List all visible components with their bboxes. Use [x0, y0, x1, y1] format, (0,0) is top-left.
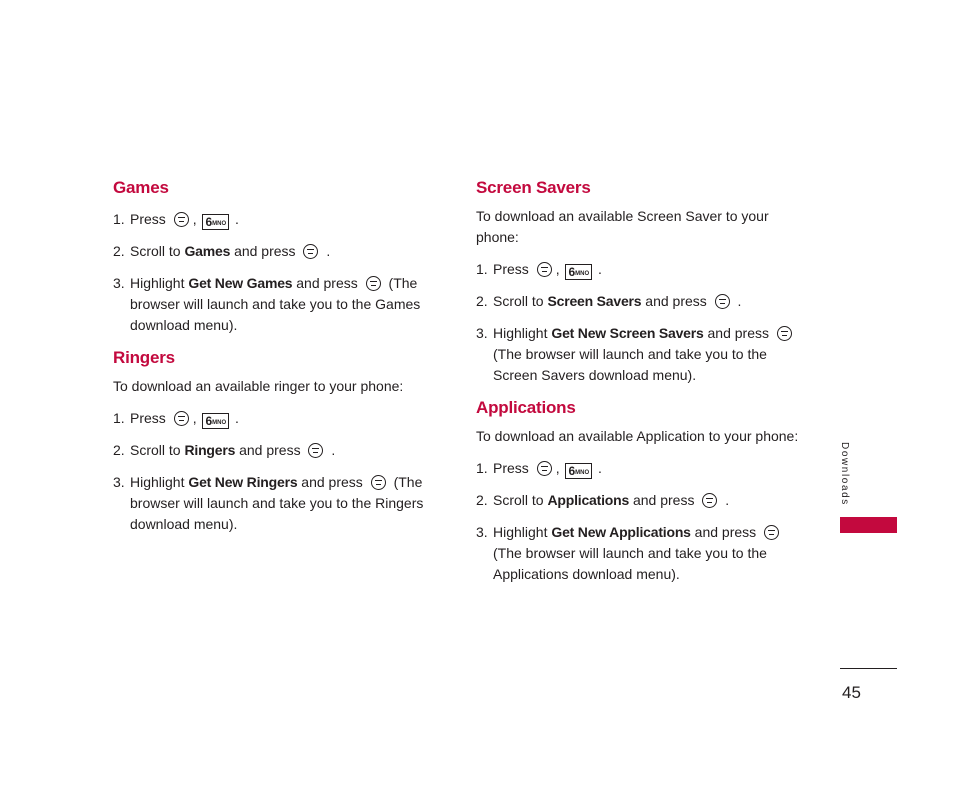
key-digit: 6: [568, 265, 576, 279]
key-digit: 6: [205, 215, 213, 229]
screen-savers-step-2: [476, 291, 806, 312]
step-separator: ,: [192, 410, 197, 426]
step-note: (The browser will launch and take you to the Screen Savers download menu).: [493, 346, 767, 383]
step-separator: ,: [192, 211, 197, 227]
step-menu-item: Ringers: [184, 442, 236, 458]
step-menu-item: Get New Games: [188, 275, 293, 291]
step-text: Scroll to: [493, 293, 544, 309]
step-note: (The browser will launch and take you to the Applications download menu).: [493, 545, 767, 582]
step-text: Highlight: [130, 275, 185, 291]
step-text: and press: [645, 293, 707, 309]
menu-ok-key-icon: [537, 262, 552, 277]
ringers-heading: Ringers: [113, 348, 175, 367]
key-6-mno-icon: [565, 463, 592, 479]
menu-ok-key-icon: [764, 525, 779, 540]
left-column: [113, 178, 433, 547]
sidebar-tab-marker: [840, 517, 897, 533]
step-number: 3.: [476, 524, 488, 540]
step-number: 2.: [113, 243, 125, 259]
step-text: Highlight: [493, 524, 548, 540]
step-number: 1.: [476, 460, 488, 476]
screen-savers-step-3: [476, 323, 806, 386]
step-menu-item: Applications: [547, 492, 630, 508]
key-6-mno-icon: [202, 413, 229, 429]
menu-ok-key-icon: [777, 326, 792, 341]
step-separator: ,: [555, 460, 560, 476]
menu-ok-key-icon: [366, 276, 381, 291]
step-text: and press: [694, 524, 757, 540]
step-number: 2.: [476, 293, 488, 309]
games-step-2: [113, 241, 433, 262]
menu-ok-key-icon: [308, 443, 323, 458]
key-letters: MNO: [575, 470, 590, 476]
games-step-3: [113, 273, 433, 336]
key-letters: MNO: [575, 271, 590, 277]
games-steps: [113, 209, 433, 336]
sidebar-section-label: [838, 442, 852, 512]
step-end: .: [326, 243, 331, 259]
page-number-rule: [840, 668, 897, 669]
applications-step-3: [476, 522, 806, 585]
key-letters: MNO: [212, 420, 227, 426]
menu-ok-key-icon: [702, 493, 717, 508]
step-number: 3.: [113, 275, 125, 291]
step-menu-item: Get New Ringers: [188, 474, 298, 490]
step-text: Press: [130, 410, 166, 426]
step-text: Scroll to: [130, 442, 181, 458]
key-digit: 6: [568, 464, 576, 478]
step-end: .: [737, 293, 742, 309]
step-text: and press: [239, 442, 301, 458]
screen-savers-steps: [476, 259, 806, 386]
step-menu-item: Get New Applications: [551, 524, 691, 540]
key-6-mno-icon: [202, 214, 229, 230]
step-number: 2.: [113, 442, 125, 458]
step-text: and press: [301, 474, 363, 490]
step-number: 1.: [113, 410, 125, 426]
ringers-steps: [113, 408, 433, 535]
step-number: 3.: [113, 474, 125, 490]
step-end: .: [235, 410, 239, 426]
screen-savers-step-1: [476, 259, 806, 280]
step-end: .: [598, 261, 602, 277]
step-end: .: [235, 211, 239, 227]
step-separator: ,: [555, 261, 560, 277]
games-section: [113, 178, 433, 336]
key-letters: MNO: [212, 221, 227, 227]
screen-savers-intro: To download an available Screen Saver to your phone:: [476, 208, 769, 245]
applications-step-1: [476, 458, 806, 479]
menu-ok-key-icon: [174, 411, 189, 426]
step-text: and press: [296, 275, 358, 291]
step-number: 1.: [113, 211, 125, 227]
games-step-1: [113, 209, 433, 230]
menu-ok-key-icon: [174, 212, 189, 227]
applications-heading: Applications: [476, 398, 576, 417]
screen-savers-section: [476, 178, 806, 386]
step-text: and press: [632, 492, 695, 508]
step-text: Press: [130, 211, 166, 227]
step-end: .: [331, 442, 336, 458]
screen-savers-heading: Screen Savers: [476, 178, 591, 197]
step-text: and press: [234, 243, 296, 259]
sidebar-label-text: Downloads: [839, 442, 850, 506]
step-note: (The browser will launch and take you to the Games download menu).: [130, 275, 421, 333]
step-text: Press: [493, 460, 529, 476]
applications-steps: [476, 458, 806, 585]
ringers-step-2: [113, 440, 433, 461]
step-menu-item: Get New Screen Savers: [551, 325, 704, 341]
key-6-mno-icon: [565, 264, 592, 280]
applications-intro: To download an available Application to your phone:: [476, 428, 799, 444]
step-number: 2.: [476, 492, 488, 508]
menu-ok-key-icon: [537, 461, 552, 476]
step-menu-item: Screen Savers: [547, 293, 642, 309]
menu-ok-key-icon: [715, 294, 730, 309]
step-note: (The browser will launch and take you to the Ringers download menu).: [130, 474, 424, 532]
key-digit: 6: [205, 414, 213, 428]
ringers-intro: To download an available ringer to your phone:: [113, 378, 404, 394]
step-number: 3.: [476, 325, 488, 341]
page-number: 45: [842, 683, 861, 702]
applications-section: [476, 398, 806, 585]
step-menu-item: Games: [184, 243, 231, 259]
step-text: Highlight: [493, 325, 548, 341]
games-heading: Games: [113, 178, 169, 197]
applications-step-2: [476, 490, 806, 511]
step-text: Scroll to: [493, 492, 544, 508]
step-text: Highlight: [130, 474, 185, 490]
step-end: .: [598, 460, 602, 476]
ringers-step-1: [113, 408, 433, 429]
ringers-section: [113, 348, 433, 535]
ringers-step-3: [113, 472, 433, 535]
step-text: Scroll to: [130, 243, 181, 259]
step-text: Press: [493, 261, 529, 277]
step-text: and press: [707, 325, 769, 341]
menu-ok-key-icon: [303, 244, 318, 259]
menu-ok-key-icon: [371, 475, 386, 490]
step-end: .: [725, 492, 730, 508]
step-number: 1.: [476, 261, 488, 277]
right-column: [476, 178, 806, 597]
